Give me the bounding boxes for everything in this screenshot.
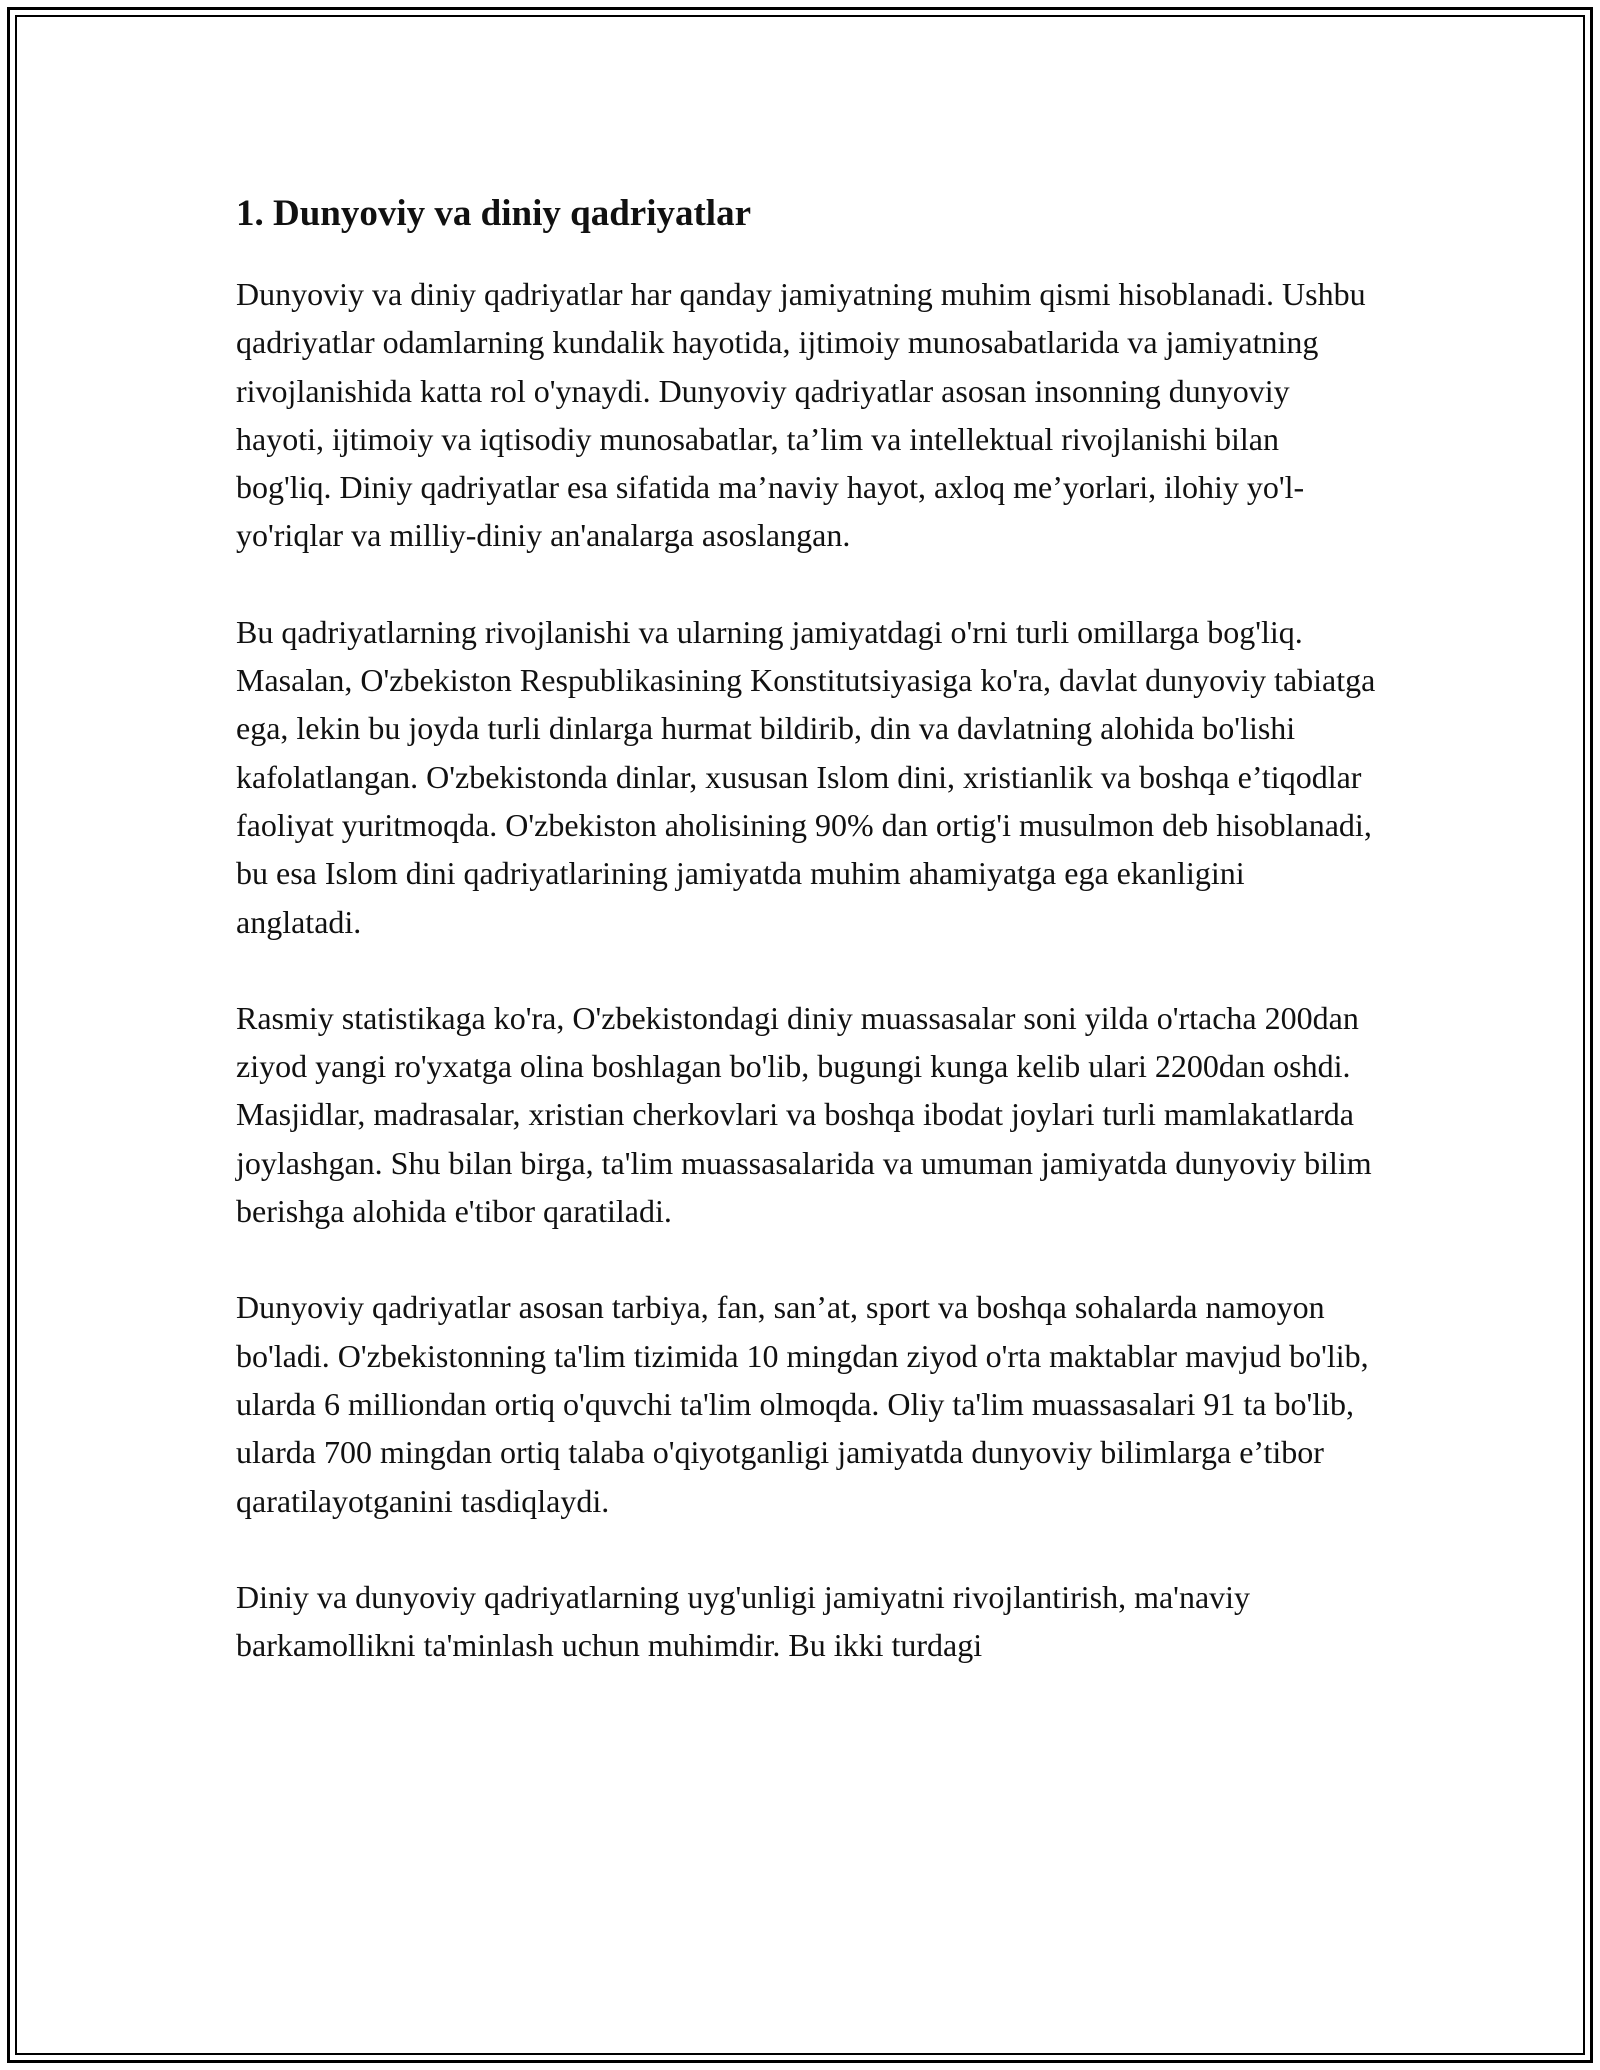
paragraph-1: Dunyoviy va diniy qadriyatlar har qanday jamiyatning muhim qismi hisoblanadi. Ushbu qadriyatlar odamlarning kundalik hayotida, ijtimoiy munosabatlarida va jamiyatning rivojlanishida katta rol o'ynaydi. Dunyoviy qadriyatlar asosan insonning dunyoviy hayoti, ijtimoiy va iqtisodiy munosabatlar, ta’lim va intellektual rivojlanishi bilan bog'liq. Diniy qadriyatlar esa sifatida ma’naviy hayot, axloq me’yorlari, ilohiy yo'l-yo'riqlar va milliy-diniy an'analarga asoslangan. [236,276,1366,554]
paragraph-5: Diniy va dunyoviy qadriyatlarning uyg'unligi jamiyatni rivojlantirish, ma'naviy barkamollikni ta'minlash uchun muhimdir. Bu ikki turdagi [236,1578,1251,1664]
paragraph-4: Dunyoviy qadriyatlar asosan tarbiya, fan, san’at, sport va boshqa sohalarda namoyon bo'ladi. O'zbekistonning ta'lim tizimida 10 mingdan ziyod o'rta maktablar mavjud bo'lib, ularda 6 milliondan ortiq o'quvchi ta'lim olmoqda. Oliy ta'lim muassasalari 91 ta bo'lib, ularda 700 mingdan ortiq talaba o'qiyotganligi jamiyatda dunyoviy bilimlarga e’tibor qaratilayotganini tasdiqlaydi. [236,1289,1369,1519]
document-body [236,186,1376,1717]
paragraph-2: Bu qadriyatlarning rivojlanishi va ularning jamiyatdagi o'rni turli omillarga bog'liq. Masalan, O'zbekiston Respublikasining Konstitutsiyasiga ko'ra, davlat dunyoviy tabiatga ega, lekin bu joyda turli dinlarga hurmat bildirib, din va davlatning alohida bo'lishi kafolatlangan. O'zbekistonda dinlar, xususan Islom dini, xristianlik va boshqa e’tiqodlar faoliyat yuritmoqda. O'zbekiston aholisining 90% dan ortig'i musulmon deb hisoblanadi, bu esa Islom dini qadriyatlarining jamiyatda muhim ahamiyatga ega ekanligini anglatadi. [236,613,1376,940]
section-heading: 1. Dunyoviy va diniy qadriyatlar [236,193,752,234]
paragraph-3: Rasmiy statistikaga ko'ra, O'zbekistondagi diniy muassasalar soni yilda o'rtacha 200dan ziyod yangi ro'yxatga olina boshlagan bo'lib, bugungi kunga kelib ulari 2200dan oshdi. Masjidlar, madrasalar, xristian cherkovlari va boshqa ibodat joylari turli mamlakatlarda joylashgan. Shu bilan birga, ta'lim muassasalarida va umuman jamiyatda dunyoviy bilim berishga alohida e'tibor qaratiladi. [236,999,1372,1230]
